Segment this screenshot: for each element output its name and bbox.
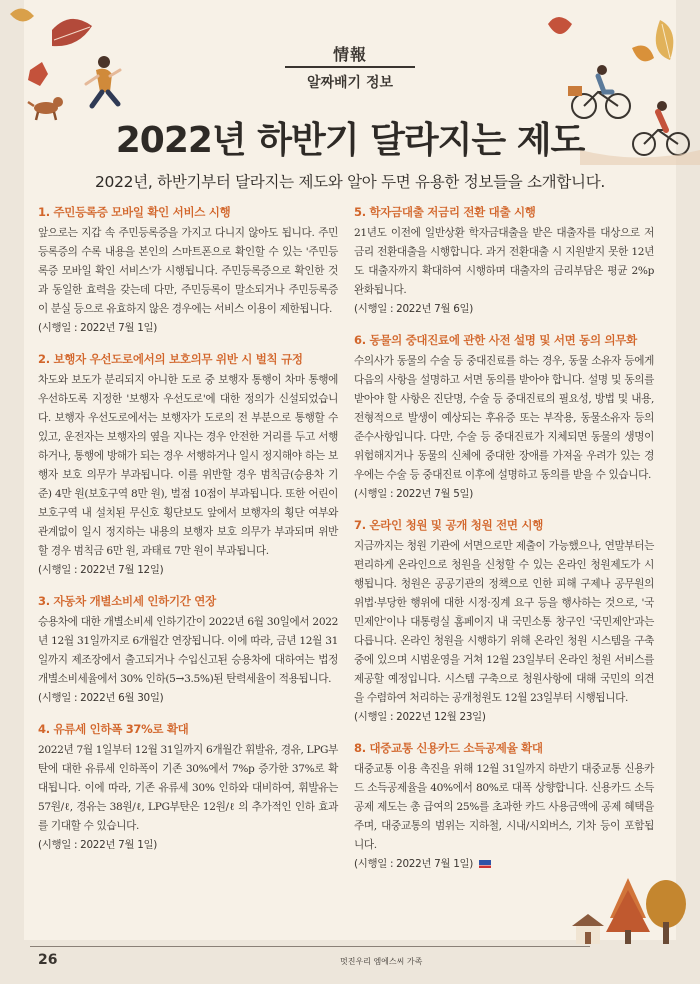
article-text: 대중교통 이용 촉진을 위해 12월 31일까지 하반기 대중교통 신용카드 소득공제율을 40%에서 80%로 대폭 상향합니다. 신용카드 소득공제 제도는 총 급여의 25%를 초과한 카드 사용금액에 공제 혜택을 주며, 대중교통의 범위는 지하철, 시내/시외버스, 기차 등이 포함됩니다.	[354, 763, 654, 851]
article-heading: 8. 대중교통 신용카드 소득공제율 확대	[354, 741, 543, 755]
article	[354, 516, 654, 727]
article-body	[354, 537, 654, 727]
kicker-rule	[285, 66, 415, 68]
article-text: 앞으로는 지갑 속 주민등록증을 가지고 다니지 않아도 됩니다. 주민등록증의 수록 내용을 본인의 스마트폰으로 확인할 수 있는 '주민등록증 모바일 확인 서비스'가 시행됩니다. 주민등록증으로 확인한 것과 동일한 효력을 갖는데 다만, 주민등록이 말소되거나 주민등록증이 분실 등으로 유효하지 않은 경우에는 서비스 이용이 제한됩니다.	[38, 227, 338, 315]
effective-date	[354, 855, 654, 874]
effective-date-text: (시행일 : 2022년 7월 1일)	[354, 858, 474, 870]
article-heading: 3. 자동차 개별소비세 인하기간 연장	[38, 594, 216, 608]
effective-date: (시행일 : 2022년 6월 30일)	[38, 692, 164, 704]
page-title: 2022년 하반기 달라지는 제도	[115, 120, 585, 161]
article	[354, 203, 654, 319]
effective-date: (시행일 : 2022년 7월 6일)	[354, 303, 474, 315]
article-body	[38, 224, 338, 338]
house-icon	[572, 914, 604, 944]
article-heading: 7. 온라인 청원 및 공개 청원 전면 시행	[354, 518, 544, 532]
article-body	[38, 613, 338, 708]
article-body	[354, 224, 654, 319]
flag-icon	[479, 860, 491, 868]
page-number: 26	[38, 952, 58, 968]
article	[354, 331, 654, 504]
effective-date: (시행일 : 2022년 7월 5일)	[354, 488, 474, 500]
section-kicker: 情報	[332, 45, 367, 64]
article-body	[38, 371, 338, 580]
article	[38, 720, 338, 855]
tree-icon	[646, 880, 686, 944]
article-text: 차도와 보도가 분리되지 아니한 도로 중 보행자 통행이 차마 통행에 우선하도록 지정한 '보행자 우선도로'에 대한 정의가 신설되었습니다. 보행자 우선도로에서는 보행자가 도로의 전 부분으로 통행할 수 있고, 운전자는 보행자의 옆을 지나는 경우 안전한 거리를 두고 서행하거나, 통행에 방해가 되는 경우 서행하거나 일시 정지해야 하는 보행자 보호 의무가 부과됩니다. 이를 위반할 경우 범칙금(승용차 기준) 4만 원(보호구역 8만 원), 벌점 10점이 부과됩니다. 또한 어린이보호구역 내 설치된 무신호 횡단보도 앞에서 보행자의 횡단 여부와 관계없이 일시 정지하는 내용의 보행자 보호 의무가 부과되며 위반할 경우 범칙금 6만 원, 과태료 7만 원이 부과됩니다.	[38, 374, 338, 557]
effective-date: (시행일 : 2022년 7월 12일)	[38, 564, 164, 576]
effective-date: (시행일 : 2022년 7월 1일)	[38, 322, 158, 334]
page-subtitle: 2022년, 하반기부터 달라지는 제도와 알아 두면 유용한 정보들을 소개합니다.	[94, 173, 606, 191]
leaf-icon	[548, 17, 572, 34]
section-label: 알짜배기 정보	[306, 75, 394, 91]
effective-date: (시행일 : 2022년 12월 23일)	[354, 711, 486, 723]
article-text: 21년도 이전에 일반상환 학자금대출을 받은 대출자를 대상으로 저금리 전환대출을 시행합니다. 과거 전환대출 시 지원받지 못한 12년도 대출자까지 확대하여 시행하며 대출자의 금리부담은 평균 2%p 완화됩니다.	[354, 227, 654, 296]
left-column	[38, 203, 338, 867]
article-heading: 6. 동물의 중대진료에 관한 사전 설명 및 서면 동의 의무화	[354, 333, 637, 347]
article-heading: 5. 학자금대출 저금리 전환 대출 시행	[354, 205, 536, 219]
footer-rule	[30, 946, 590, 947]
article-text: 2022년 7월 1일부터 12월 31일까지 6개월간 휘발유, 경유, LPG부탄에 대한 유류세 인하폭이 기존 30%에서 7%p 증가한 37%로 확대됩니다. 이에 따라, 기존 유류세 30% 인하와 대비하여, 휘발유는 57원/ℓ, 경유는 38원/ℓ, LPG부탄은 12원/ℓ 의 추가적인 인하 효과를 기대할 수 있습니다.	[38, 744, 338, 832]
article-heading: 4. 유류세 인하폭 37%로 확대	[38, 722, 189, 736]
leaf-icon	[10, 8, 34, 21]
magazine-name: 멋진우리 엠에스씨 가족	[340, 957, 423, 966]
effective-date: (시행일 : 2022년 7월 1일)	[38, 839, 158, 851]
article	[38, 203, 338, 338]
article-text: 지금까지는 청원 기관에 서면으로만 제출이 가능했으나, 연말부터는 편리하게 온라인으로 청원을 신청할 수 있는 온라인 청원제도가 시행됩니다. 청원은 공공기관의 정책으로 인한 피해 구제나 공무원의 위법·부당한 행위에 대한 시정·징계 요구 등을 행사하는 것으로, '국민제안'이나 대통령실 홈페이지 내 국민소통 창구인 '국민제안'과는 다릅니다. 온라인 청원을 시행하기 위해 온라인 청원 시스템을 구축 중에 있으며 시범운영을 거쳐 12월 23일부터 온라인 청원 서비스를 제공할 예정입니다. 시스템 구축으로 청원사항에 대해 국민의 의견을 수렴하여 처리하는 공개청원도 12월 23일부터 시행됩니다.	[354, 540, 654, 704]
article-heading: 2. 보행자 우선도로에서의 보호의무 위반 시 벌칙 규정	[38, 352, 303, 366]
article-text: 승용차에 대한 개별소비세 인하기간이 2022년 6월 30일에서 2022년 12월 31일까지로 6개월간 연장됩니다. 이에 따라, 금년 12월 31일까지 제조장에서 출고되거나 수입신고된 승용차에 대하여는 법정 개별소비세율에서 30% 인하(5→3.5%)된 탄력세율이 적용됩니다.	[38, 616, 338, 685]
tree-icon	[606, 878, 650, 944]
article-heading: 1. 주민등록증 모바일 확인 서비스 시행	[38, 205, 231, 219]
article-body	[354, 352, 654, 504]
article	[38, 350, 338, 580]
article-body	[354, 760, 654, 874]
article-body	[38, 741, 338, 855]
article-text: 수의사가 동물의 수술 등 중대진료를 하는 경우, 동물 소유자 등에게 다음의 사항을 설명하고 서면 동의를 받아야 합니다. 설명 및 동의를 받아야 할 사항은 진단명, 수술 등 중대진료의 필요성, 방법 및 내용, 전형적으로 발생이 예상되는 후유증 또는 부작용, 동물소유자 등의 준수사항입니다. 다만, 수술 등 중대진료가 지체되면 동물의 생명이 위험해지거나 동물의 신체에 중대한 장애를 가져올 우려가 있는 경우에는 수술 등 중대진료 이후에 설명하고 동의를 받을 수 있습니다.	[354, 355, 654, 481]
article	[354, 739, 654, 874]
right-column	[354, 203, 654, 886]
article	[38, 592, 338, 708]
